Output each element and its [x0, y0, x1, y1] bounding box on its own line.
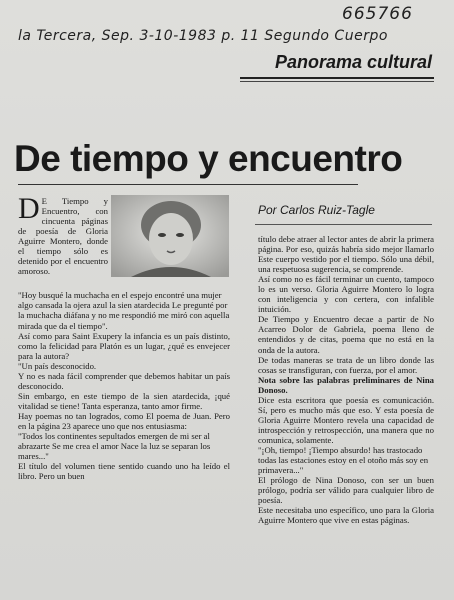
- section-rule-thin: [240, 81, 434, 82]
- poem-excerpt-4: "¡Oh, tiempo! ¡Tiempo absurdo! has trastocado todas las estaciones estoy en el otoño más soy en primavera...": [258, 444, 429, 476]
- column-left: [18, 192, 230, 482]
- byline: Por Carlos Ruiz-Tagle: [258, 203, 375, 217]
- paragraph: De Tiempo y Encuentro decae a partir de No Acarreo Dolor de Gabriela, poema lleno de entendidos y de citas, poema que no está en la onda de la autora.: [258, 314, 434, 355]
- column-right: [258, 234, 434, 525]
- paragraph: Así como no es fácil terminar un cuento, tampoco lo es un verso. Gloria Aguirre Montero lo logra con inteligencia y con certera, con infalible intuición.: [258, 274, 434, 315]
- headline-rule: [18, 184, 358, 185]
- paragraph: El prólogo de Nina Donoso, con ser un buen prólogo, podría ser válido para cualquier libro de poesía.: [258, 475, 434, 506]
- paragraph: Hay poemas no tan logrados, como El poema de Juan. Pero en la página 23 aparece uno que nos entusiasma:: [18, 410, 230, 431]
- archive-number: 665766: [342, 4, 413, 24]
- drop-cap: D: [18, 192, 40, 225]
- paragraph: Este necesitaba uno específico, uno para la Gloria Aguirre Montero que vive en estas páginas.: [258, 505, 434, 526]
- poem-excerpt-3: "Todos los continentes sepultados emergen de mi ser al abrazarte Se me crea el amor Nace la luz se separan los mares...": [18, 431, 211, 462]
- poem-excerpt-2: "Un país desconocido.: [18, 360, 97, 371]
- paragraph: De todas maneras se trata de un libro donde las cosas se transfiguran, con fuerza, por el amor.: [258, 354, 434, 375]
- headline: De tiempo y encuentro: [14, 138, 403, 179]
- section-title: Panorama cultural: [274, 52, 432, 72]
- byline-rule: [255, 224, 432, 225]
- paragraph: El título del volumen tiene sentido cuando uno ha leído el libro. Pero un buen: [18, 461, 230, 482]
- paragraph: Y no es nada fácil comprender que debemos habitar un país desconocido.: [18, 370, 230, 391]
- source-note: la Tercera, Sep. 3-10-1983 p. 11 Segundo Cuerpo: [18, 28, 388, 44]
- intro-paragraph: D E Tiempo y Encuentro, con cincuenta páginas de poesía de Gloria Aguirre Montero, donde el tiempo sólo es detenido por el encuentro amoroso.: [18, 192, 108, 277]
- paragraph: título debe atraer al lector antes de abrir la primera página. Por eso, quizás habría sido mejor llamarlo Este cuerpo vestido por el tiempo. Sólo una débil, una respetuosa sugerencia, se comprende.: [258, 234, 434, 275]
- poem-excerpt-1: "Hoy busqué la muchacha en el espejo encontré una mujer algo cansada la ojera azul la sien atardecida Le pregunté por la muchacha diáfana y no me respondió me miró con aquella mirada que da el tiempo".: [18, 290, 230, 331]
- section-rule: [240, 77, 434, 79]
- paragraph: Así como para Saint Exupery la infancia es un país distinto, como la felicidad para Platón es un lugar, ¿qué es envejecer para la autora?: [18, 330, 230, 361]
- paragraph: Dice esta escritora que poesía es comunicación. Sí, pero es mucho más que eso. Y esta poesía de Gloria Aguirre Montero revela una capacidad de introspección y retrospección, una manera que no comunica, solamente.: [258, 394, 434, 445]
- paragraph: Sin embargo, en este tiempo de la sien atardecida, ¡qué vitalidad se tiene! Tanta esperanza, tanto amor firme.: [18, 390, 230, 411]
- subheading: Nota sobre las palabras preliminares de Nina Donoso.: [258, 374, 434, 395]
